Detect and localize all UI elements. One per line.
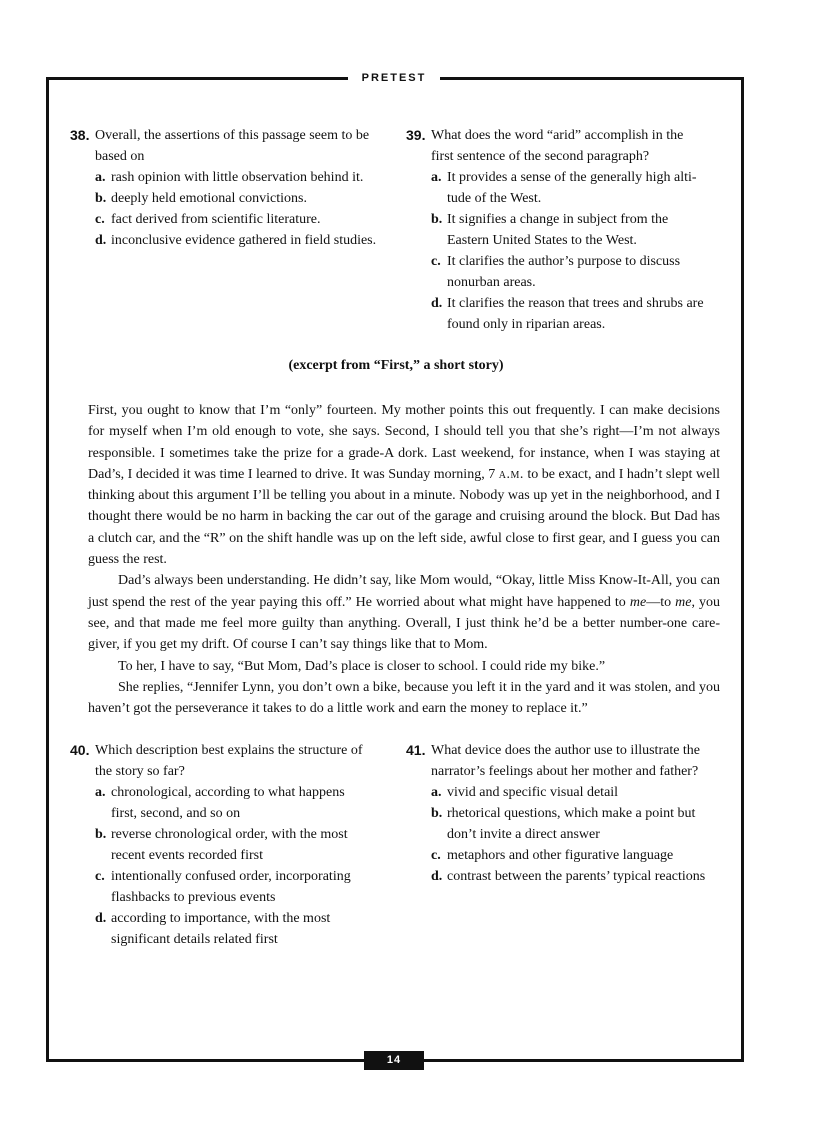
question-stem: Overall, the assertions of this passage seem to be based on bbox=[95, 128, 370, 164]
question-38 bbox=[70, 125, 390, 251]
story-passage bbox=[88, 400, 720, 719]
page-number: 14 bbox=[364, 1051, 424, 1070]
option-c: c. metaphors and other figurative language bbox=[431, 848, 674, 863]
option-c: c. fact derived from scientific literature. bbox=[95, 212, 321, 227]
option-a: a. rash opinion with little observation behind it. bbox=[95, 170, 364, 185]
option-d: d. according to importance, with the most significant details related first bbox=[95, 911, 331, 947]
question-stem: Which description best explains the structure of the story so far? bbox=[95, 743, 363, 779]
header-title: PRETEST bbox=[361, 72, 427, 84]
option-d: d. It clarifies the reason that trees and shrubs are found only in riparian areas. bbox=[431, 296, 704, 332]
frame-left-rule bbox=[46, 77, 49, 1062]
answer-options bbox=[406, 782, 726, 887]
passage-paragraph-4: She replies, “Jennifer Lynn, you don’t own a bike, because you left it in the yard and it was stolen, and you haven’t got the perseverance it takes to do a little work and earn the money to replace it.” bbox=[88, 679, 720, 717]
answer-options bbox=[70, 167, 390, 251]
option-d: d. contrast between the parents’ typical reactions bbox=[431, 869, 706, 884]
answer-options bbox=[406, 167, 726, 335]
option-b: b. deeply held emotional convictions. bbox=[95, 191, 307, 206]
frame-bottom-left-rule bbox=[46, 1059, 364, 1062]
option-a: a. It provides a sense of the generally high alti- tude of the West. bbox=[431, 170, 697, 206]
question-number: 40. bbox=[70, 742, 90, 758]
question-number: 39. bbox=[406, 127, 426, 143]
excerpt-title: (excerpt from “First,” a short story) bbox=[288, 358, 504, 373]
passage-paragraph-3: To her, I have to say, “But Mom, Dad’s place is closer to school. I could ride my bike.” bbox=[118, 658, 606, 674]
option-a: a. chronological, according to what happens first, second, and so on bbox=[95, 785, 345, 821]
option-c: c. It clarifies the author’s purpose to discuss nonurban areas. bbox=[431, 254, 681, 290]
option-d: d. inconclusive evidence gathered in field studies. bbox=[95, 233, 377, 248]
passage-paragraph-1: First, you ought to know that I’m “only” fourteen. My mother points this out frequently. I can make decisions for myself when I’m old enough to vote, she says. Second, I should tell you that she’s right—I’m not always responsible. I sometimes take the prize for a grade-A dork. Last weekend, for instance, when I was staying at Dad’s, I decided it was time I learned to drive. It was Sunday morning, 7 a.m. to be exact, and I hadn’t slept well thinking about this argument I’ll be telling you about in a minute. Nobody was up yet in the neighborhood, and I thought there would be no harm in backing the car out of the garage and cruising around the block. But Dad has a clutch car, and the “R” on the shift handle was up on the left side, awful close to first gear, and I guess you can guess the rest. bbox=[88, 403, 720, 568]
option-c: c. intentionally confused order, incorporating flashbacks to previous events bbox=[95, 869, 351, 905]
passage-paragraph-2: Dad’s always been understanding. He didn’t say, like Mom would, “Okay, little Miss Know-It-All, you can just spend the rest of the year paying this off.” He worried about what might have happened to me—to me, you see, and that made me feel more guilty than anything. Overall, I just think he’d be a better number-one caregiver, if you get my drift. Of course I can’t say things like that to Mom. bbox=[88, 573, 721, 653]
question-41 bbox=[406, 740, 726, 887]
option-a: a. vivid and specific visual detail bbox=[431, 785, 619, 800]
option-b: b. rhetorical questions, which make a point but don’t invite a direct answer bbox=[431, 806, 696, 842]
frame-right-rule bbox=[741, 77, 744, 1062]
question-40 bbox=[70, 740, 390, 950]
question-stem: What device does the author use to illustrate the narrator’s feelings about her mother and father? bbox=[431, 743, 701, 779]
question-number: 41. bbox=[406, 742, 426, 758]
option-b: b. It signifies a change in subject from the Eastern United States to the West. bbox=[431, 212, 669, 248]
question-number: 38. bbox=[70, 127, 90, 143]
option-b: b. reverse chronological order, with the most recent events recorded first bbox=[95, 827, 348, 863]
frame-top-left-rule bbox=[46, 77, 348, 80]
frame-top-right-rule bbox=[440, 77, 744, 80]
question-stem: What does the word “arid” accomplish in the first sentence of the second paragraph? bbox=[431, 128, 684, 164]
frame-bottom-right-rule bbox=[424, 1059, 744, 1062]
question-39 bbox=[406, 125, 726, 335]
answer-options bbox=[70, 782, 390, 950]
